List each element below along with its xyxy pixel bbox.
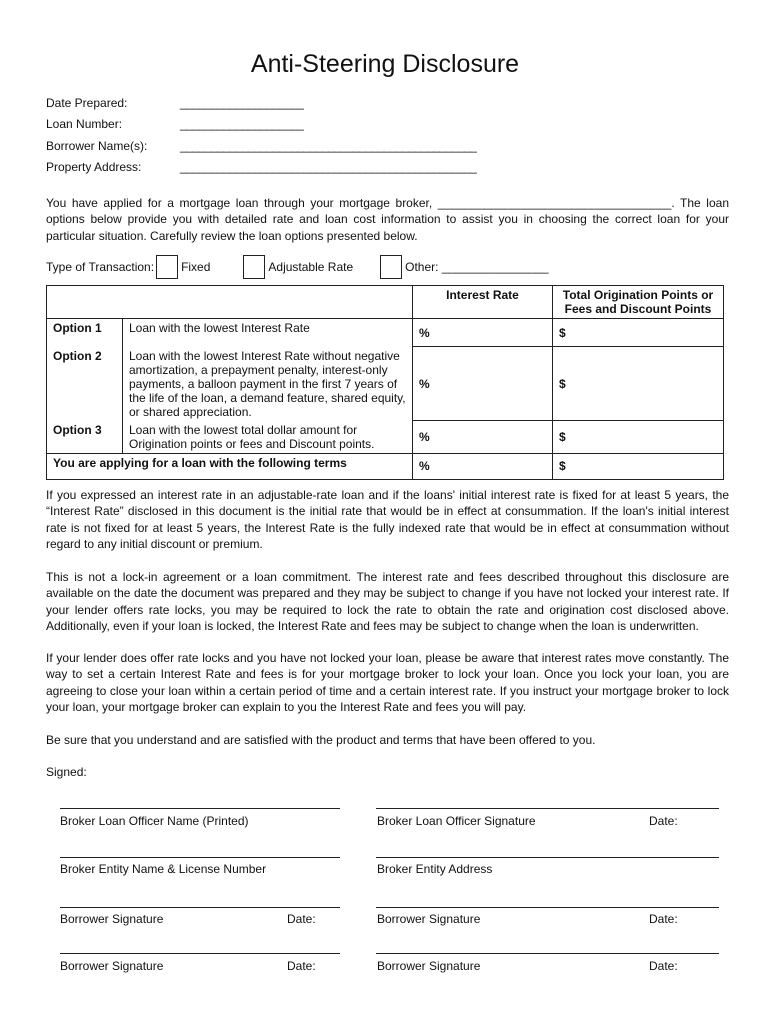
- borrower-signature-label: Borrower Signature: [60, 912, 164, 926]
- broker-entity-address-label: Broker Entity Address: [377, 862, 493, 876]
- date-label: Date:: [649, 814, 678, 828]
- signed-label: Signed:: [46, 765, 87, 779]
- date-label: Date:: [287, 959, 316, 973]
- broker-entity-name-label: Broker Entity Name & License Number: [60, 862, 267, 876]
- date-label: Date:: [287, 912, 316, 926]
- fixed-label: Fixed: [181, 260, 211, 274]
- signature-line[interactable]: [376, 953, 719, 954]
- broker-officer-name-label: Broker Loan Officer Name (Printed): [60, 814, 249, 828]
- borrower-signature-label: Borrower Signature: [377, 959, 481, 973]
- option-1-rate[interactable]: %: [413, 319, 553, 347]
- applying-terms-label: You are applying for a loan with the following terms: [47, 453, 413, 479]
- loan-number-label: Loan Number:: [46, 117, 123, 131]
- date-prepared-field[interactable]: ____________________: [180, 96, 304, 110]
- adjustable-rate-checkbox[interactable]: [243, 255, 265, 279]
- borrower-signature-label: Borrower Signature: [60, 959, 164, 973]
- signature-line[interactable]: [60, 907, 340, 908]
- intro-paragraph: You have applied for a mortgage loan through your mortgage broker, ___________________________________. The loan options below provide you with detailed rate and loan cost information to assist you in choosing the correct loan for your particular situation. Carefully review the loan options presented below.: [46, 196, 729, 243]
- signature-line[interactable]: [376, 907, 719, 908]
- option-1-points[interactable]: $: [553, 319, 724, 347]
- satisfaction-paragraph: Be sure that you understand and are satisfied with the product and terms that have been offered to you.: [46, 733, 596, 747]
- other-label: Other: ________________: [405, 260, 549, 274]
- borrower-names-label: Borrower Name(s):: [46, 139, 148, 153]
- rate-explanation-paragraph: If you expressed an interest rate in an adjustable-rate loan and if the loans' initial interest rate is fixed for at least 5 years, the “Interest Rate” disclosed in this document is the initial rate that would be in effect at consummation. If the loan's initial interest rate is not fixed for at least 5 years, the Interest Rate is the fully indexed rate that would be in effect at consummation without regard to any initial discount or premium.: [46, 488, 729, 551]
- option-3-points[interactable]: $: [553, 421, 724, 454]
- table-row: [47, 453, 724, 479]
- adjustable-rate-label: Adjustable Rate: [268, 260, 354, 274]
- applying-rate[interactable]: %: [413, 453, 553, 479]
- signature-line[interactable]: [376, 857, 719, 858]
- borrower-signature-label: Borrower Signature: [377, 912, 481, 926]
- interest-rate-header: Interest Rate: [413, 286, 553, 319]
- table-row: [47, 319, 724, 347]
- borrower-names-field[interactable]: ________________________________________________: [180, 139, 477, 153]
- option-3-label: Option 3: [47, 421, 123, 454]
- rate-lock-paragraph: If your lender does offer rate locks and you have not locked your loan, please be aware that interest rates move constantly. The way to set a certain Interest Rate and fees is for your mortgage broker to lock your loan. Once you lock your loan, you are agreeing to close your loan within a certain period of time and a certain interest rate. If you instruct your mortgage broker to lock your loan, your mortgage broker can explain to you the Interest Rate and fees you will pay.: [46, 651, 729, 714]
- signature-line[interactable]: [60, 857, 340, 858]
- fixed-checkbox[interactable]: [156, 255, 178, 279]
- option-1-label: Option 1: [47, 319, 123, 347]
- property-address-label: Property Address:: [46, 160, 142, 174]
- option-3-desc: Loan with the lowest total dollar amount for Origination points or fees and Discount points.: [129, 422, 375, 451]
- page-title: Anti-Steering Disclosure: [250, 50, 520, 78]
- option-2-desc: Loan with the lowest Interest Rate without negative amortization, a prepayment penalty, interest-only payments, a balloon payment in the first 7 years of the life of the loan, a demand feature, shared equity, or shared appreciation.: [129, 348, 406, 419]
- date-label: Date:: [649, 959, 678, 973]
- lock-in-paragraph: This is not a lock-in agreement or a loan commitment. The interest rate and fees described throughout this disclosure are available on the date the document was prepared and they may be subject to change if you have not locked your interest rate. If your lender offers rate locks, you may be required to lock the rate to obtain the rate and origination cost disclosed above. Additionally, even if your loan is locked, the Interest Rate and fees may be subject to change when the loan is underwritten.: [46, 570, 729, 633]
- signature-line[interactable]: [60, 953, 340, 954]
- table-row: [47, 347, 724, 421]
- applying-points[interactable]: $: [553, 453, 724, 479]
- date-label: Date:: [649, 912, 678, 926]
- points-header: Total Origination Points or Fees and Discount Points: [553, 286, 724, 319]
- option-1-desc: Loan with the lowest Interest Rate: [129, 321, 310, 335]
- option-3-rate[interactable]: %: [413, 421, 553, 454]
- table-row: [47, 421, 724, 454]
- option-2-rate[interactable]: %: [413, 347, 553, 421]
- date-prepared-label: Date Prepared:: [46, 96, 128, 110]
- transaction-type-row: [46, 255, 549, 279]
- signature-line[interactable]: [376, 808, 719, 809]
- transaction-type-label: Type of Transaction:: [46, 260, 155, 274]
- loan-number-field[interactable]: ____________________: [180, 117, 304, 131]
- signature-line[interactable]: [60, 808, 340, 809]
- option-2-points[interactable]: $: [553, 347, 724, 421]
- loan-options-table: [46, 285, 724, 480]
- broker-officer-signature-label: Broker Loan Officer Signature: [377, 814, 536, 828]
- other-checkbox[interactable]: [380, 255, 402, 279]
- property-address-field[interactable]: ________________________________________________: [180, 160, 477, 174]
- option-2-label: Option 2: [47, 347, 123, 421]
